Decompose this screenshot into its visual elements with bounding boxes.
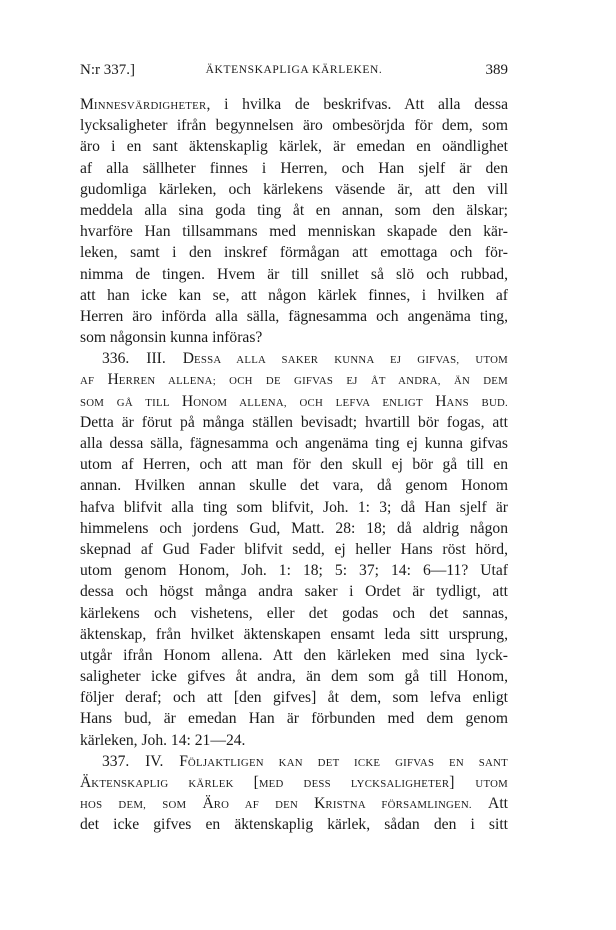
text-run: äktenskap, från hvilket äktenskapen ensamt leda sitt ursprung, xyxy=(80,625,508,643)
text-run: att han icke kan se, att någon kärlek finnes, i hvilken af xyxy=(80,286,508,304)
text-run: ] xyxy=(449,774,476,791)
text-line xyxy=(80,285,508,306)
text-run: Hans bud, är emedan Han är förbunden med dem genom xyxy=(80,710,508,728)
text-run: Ä xyxy=(80,774,92,791)
text-run: Ä xyxy=(202,795,214,813)
text-line xyxy=(80,200,508,221)
text-run: ONOM ALLENA, OCH LEFVA ENLIGT xyxy=(193,396,436,409)
text-run: kärleken, Joh. 14: 21—24. xyxy=(80,731,246,749)
text-run: AF xyxy=(80,375,108,388)
text-line xyxy=(80,603,508,624)
text-run: af alla sällheter finnes i Herren, och Han sjelf är den xyxy=(80,159,508,177)
text-line xyxy=(80,327,508,348)
text-run: alla dessa sälla, fägnesamma och angenäma ting ej kunna gifvas xyxy=(80,435,508,452)
text-run: himmelens och jordens Gud, Matt. 28: 18; då aldrig någon xyxy=(80,519,508,537)
text-line xyxy=(80,369,508,390)
text-run: RO AF DEN xyxy=(213,799,315,812)
text-line xyxy=(80,306,508,327)
text-line xyxy=(80,136,508,157)
text-line xyxy=(80,560,508,581)
running-header xyxy=(80,62,508,84)
text-run: utom af Herren, och att man för den skull ej bör gå till en xyxy=(80,456,508,474)
text-line xyxy=(80,624,508,645)
text-run: ERREN ALLENA; OCH DE GIFVAS EJ ÅT ANDRA, ÄN DEM xyxy=(118,375,508,388)
text-run: K xyxy=(314,795,326,813)
text-run: hafva blifvit alla ting som blifvit, Joh. 1: 3; då Han sjelf är xyxy=(80,498,508,516)
text-run: äro i en sant äktenskaplig kärlek, är emedan en oändlighet xyxy=(80,138,508,156)
text-run: Herren äro införda alla sälla, fägnesamma och angenäma ting, xyxy=(80,307,508,325)
text-run: 336. III. xyxy=(102,350,183,368)
text-run: dessa och högst många andra saker i Ordet är tydligt, att xyxy=(80,583,508,601)
text-run: lycksaligheter ifrån begynnelsen äro ombesörjda för dem, som xyxy=(80,117,508,135)
text-run: M xyxy=(80,96,94,113)
text-line xyxy=(80,581,508,602)
text-run: hvarföre Han tillsammans med menniskan skapade den kär- xyxy=(80,223,508,241)
text-line xyxy=(80,264,508,285)
running-title: ÄKTENSKAPLIGA KÄRLEKEN. xyxy=(205,64,383,76)
text-line xyxy=(80,158,508,179)
text-line xyxy=(80,793,508,814)
text-line xyxy=(80,772,508,793)
text-run: D xyxy=(182,350,195,368)
text-line xyxy=(80,645,508,666)
text-line xyxy=(80,348,508,369)
text-run: det icke gifves en äktenskaplig kärlek, sådan den i sitt xyxy=(80,816,508,834)
text-run: [ xyxy=(253,774,259,791)
text-run: saligheter icke gifves åt andra, än dem som gå till Honom, xyxy=(80,668,508,686)
text-run: ÖLJAKTLIGEN KAN DET ICKE GIFVAS EN SANT xyxy=(187,756,508,769)
text-run: HOS DEM, SOM xyxy=(80,799,203,812)
text-run: ESSA ALLA SAKER KUNNA EJ GIFVAS, UTOM xyxy=(194,354,508,367)
text-line xyxy=(80,730,508,751)
text-run: följer deraf; och att [den gifves] åt dem, som lefva enligt xyxy=(80,689,508,707)
text-run: KTENSKAPLIG KÄRLEK xyxy=(91,778,254,790)
text-run: ANS BUD. xyxy=(446,396,508,409)
text-run: , i hvilka de beskrifvas. Att alla dessa xyxy=(206,96,508,113)
text-run: H xyxy=(107,371,119,389)
text-line xyxy=(80,454,508,475)
text-run: utgår ifrån Honom allena. Att den kärleken med sina lyck- xyxy=(80,646,508,664)
text-line xyxy=(80,708,508,729)
text-run: skepnad af Gud Fader blifvit sedd, ej heller Hans röst hörd, xyxy=(80,540,508,558)
text-line xyxy=(80,433,508,454)
text-run: MED DESS LYCKSALIGHETER xyxy=(258,778,450,790)
text-line xyxy=(80,179,508,200)
text-run: utom genom Honom, Joh. 1: 18; 5: 37; 14: 6—11? Utaf xyxy=(80,562,508,580)
text-line xyxy=(80,391,508,412)
text-run: RISTNA FÖRSAMLINGEN. xyxy=(325,799,472,812)
chapter-reference: N:r 337.] xyxy=(80,62,135,78)
text-line xyxy=(80,412,508,433)
text-run: annan. Hvilken annan skulle det vara, då genom Honom xyxy=(80,477,508,495)
text-line xyxy=(80,539,508,560)
text-run: meddela alla sina goda ting åt en annan, som den älskar; xyxy=(80,201,508,219)
text-line xyxy=(80,221,508,242)
text-run: H xyxy=(435,392,447,410)
text-run: SOM GÅ TILL xyxy=(80,396,182,409)
text-line xyxy=(80,518,508,539)
text-run: leken, samt i den inskref förmågan att emottaga och för- xyxy=(80,244,508,262)
text-line xyxy=(80,687,508,708)
text-line xyxy=(80,666,508,687)
text-line xyxy=(80,242,508,263)
text-run: kärlekens och vishetens, eller det godas och det sannas, xyxy=(80,604,508,622)
text-line xyxy=(80,497,508,518)
text-line xyxy=(80,475,508,496)
text-run: H xyxy=(181,392,194,410)
text-run: F xyxy=(179,752,188,770)
text-line xyxy=(80,94,508,115)
text-line xyxy=(80,814,508,835)
text-run: INNESVÄRDIGHETER xyxy=(93,100,207,112)
text-run: gudomliga kärleken, och kärlekens väsende är, att den vill xyxy=(80,180,508,198)
text-run: nimma de tingen. Hvem är till snillet så slö och rubbad, xyxy=(80,265,508,283)
text-run: Detta är förut på många ställen bevisadt; hvartill bör fogas, att xyxy=(80,413,508,431)
text-line xyxy=(80,751,508,772)
text-run: UTOM xyxy=(475,778,508,790)
text-run: 337. IV. xyxy=(102,752,180,770)
text-run: som någonsin kunna införas? xyxy=(80,329,263,347)
text-line xyxy=(80,115,508,136)
page-number: 389 xyxy=(485,62,508,78)
body-text xyxy=(80,94,508,836)
text-run: Att xyxy=(471,795,508,813)
